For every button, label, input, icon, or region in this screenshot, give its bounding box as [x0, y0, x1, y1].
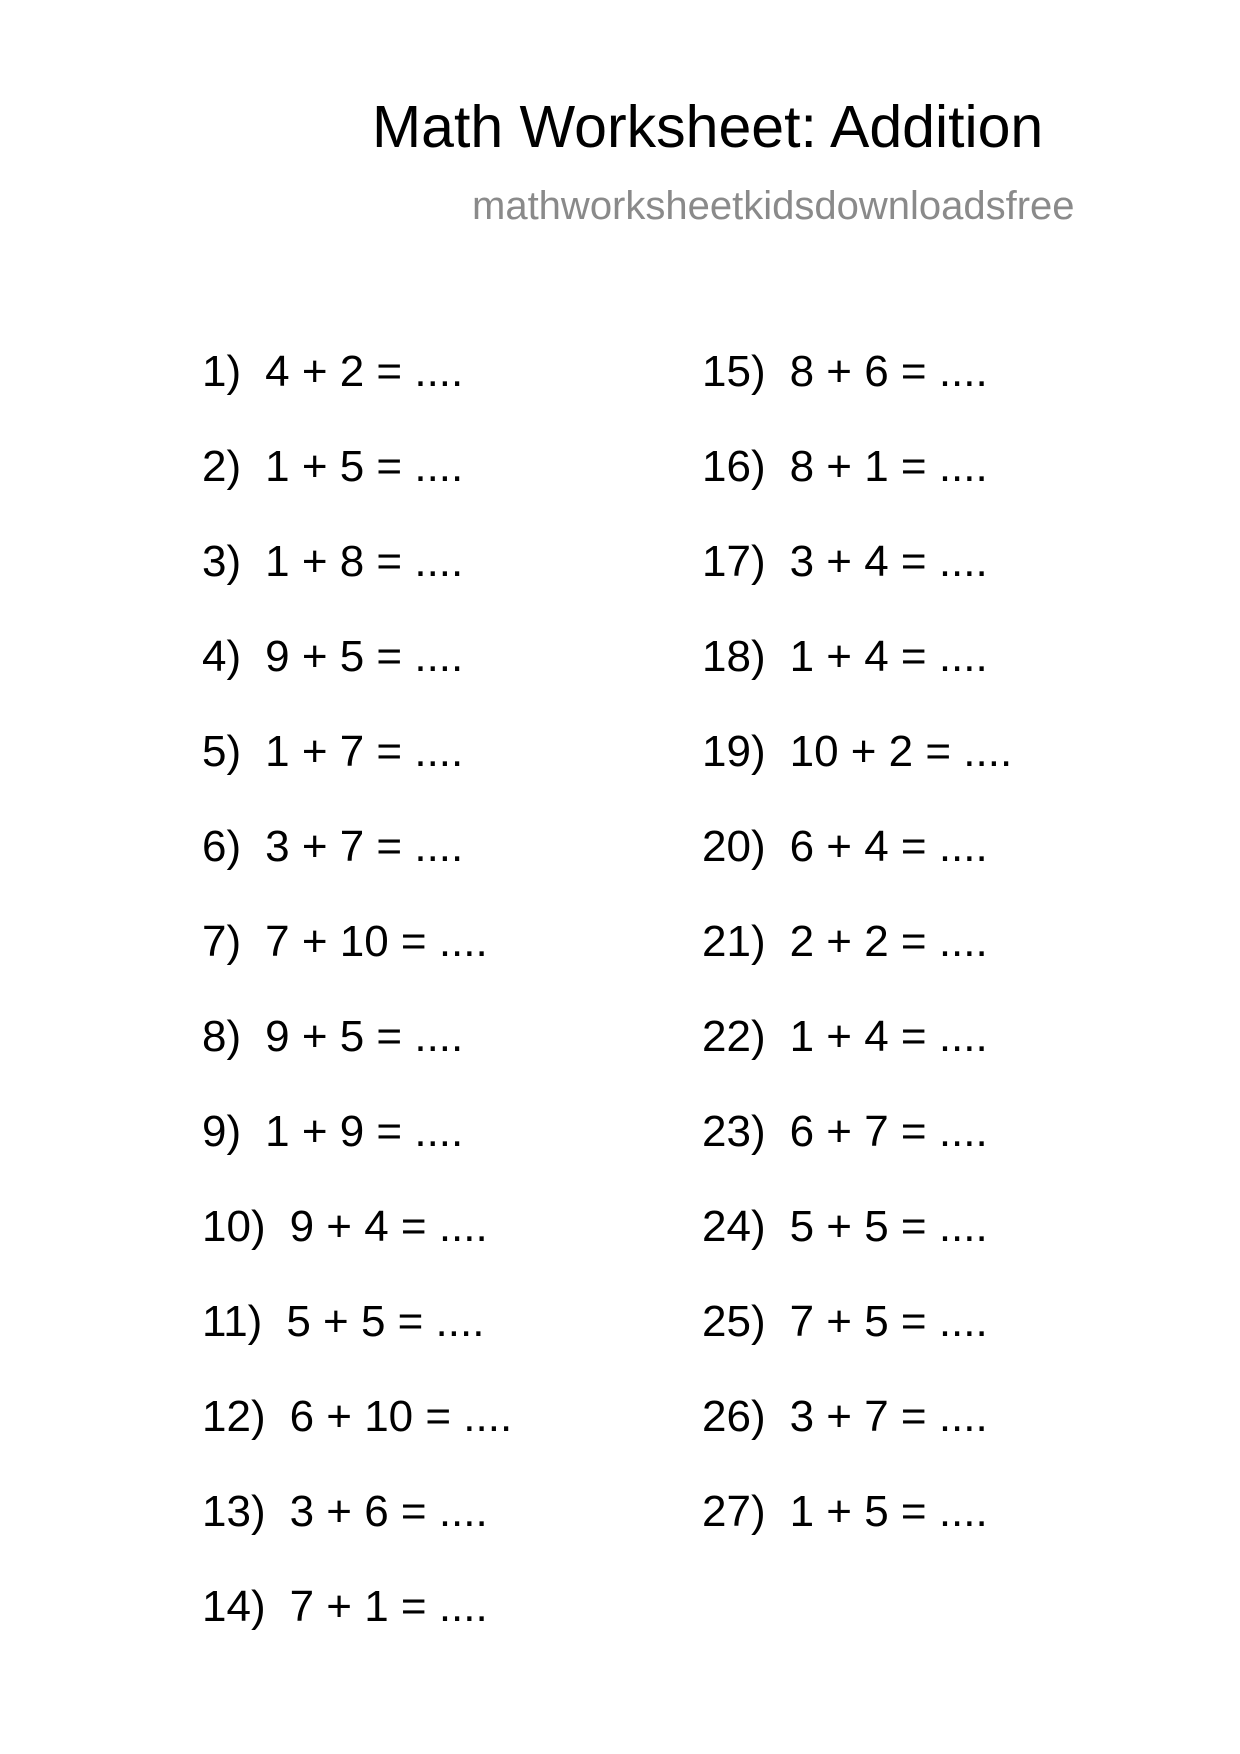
problem-number: 27) — [702, 1487, 766, 1536]
problem-number: 1) — [202, 347, 242, 396]
problem-number: 11) — [202, 1297, 263, 1346]
problem-expression: 5 + 5 = .... — [286, 1297, 485, 1346]
problem-20 — [702, 822, 1012, 920]
problem-number: 10) — [202, 1202, 266, 1251]
problem-16 — [702, 442, 1012, 540]
problem-number: 23) — [702, 1107, 766, 1156]
worksheet-source: mathworksheetkidsdownloadsfree — [472, 184, 1075, 228]
problem-expression: 9 + 4 = .... — [289, 1202, 488, 1251]
problem-expression: 1 + 7 = .... — [265, 727, 464, 776]
problem-24 — [702, 1202, 1012, 1300]
problem-expression: 9 + 5 = .... — [265, 632, 464, 681]
problem-15 — [702, 347, 1012, 445]
problem-4 — [202, 632, 512, 730]
problem-number: 19) — [702, 727, 766, 776]
problem-13 — [202, 1487, 512, 1585]
problem-22 — [702, 1012, 1012, 1110]
problem-expression: 3 + 7 = .... — [789, 1392, 988, 1441]
problem-9 — [202, 1107, 512, 1205]
problem-number: 4) — [202, 632, 242, 681]
problem-expression: 6 + 10 = .... — [289, 1392, 513, 1441]
problem-18 — [702, 632, 1012, 730]
problem-1 — [202, 347, 512, 445]
problem-8 — [202, 1012, 512, 1110]
problem-27 — [702, 1487, 1012, 1585]
problem-11 — [202, 1297, 512, 1395]
problem-expression: 3 + 6 = .... — [289, 1487, 488, 1536]
problem-expression: 5 + 5 = .... — [789, 1202, 988, 1251]
problem-number: 18) — [702, 632, 766, 681]
problem-number: 15) — [702, 347, 766, 396]
problem-column-right — [702, 347, 1013, 1585]
problem-number: 2) — [202, 442, 242, 491]
problem-number: 8) — [202, 1012, 242, 1061]
worksheet-title: Math Worksheet: Addition — [372, 94, 1044, 160]
problem-number: 26) — [702, 1392, 766, 1441]
problem-number: 20) — [702, 822, 766, 871]
problem-25 — [702, 1297, 1012, 1395]
problem-number: 24) — [702, 1202, 766, 1251]
problem-expression: 7 + 1 = .... — [289, 1582, 488, 1631]
problem-17 — [702, 537, 1012, 635]
problem-number: 17) — [702, 537, 766, 586]
problem-expression: 1 + 5 = .... — [789, 1487, 988, 1536]
problem-7 — [202, 917, 512, 1015]
problem-expression: 9 + 5 = .... — [265, 1012, 464, 1061]
problem-expression: 1 + 8 = .... — [265, 537, 464, 586]
problem-12 — [202, 1392, 513, 1490]
problem-number: 14) — [202, 1582, 266, 1631]
problem-expression: 10 + 2 = .... — [789, 727, 1013, 776]
problem-expression: 7 + 5 = .... — [789, 1297, 988, 1346]
problem-2 — [202, 442, 512, 540]
problem-23 — [702, 1107, 1012, 1205]
problem-number: 9) — [202, 1107, 242, 1156]
problem-6 — [202, 822, 512, 920]
problem-14 — [202, 1582, 512, 1680]
problem-10 — [202, 1202, 512, 1300]
problem-number: 13) — [202, 1487, 266, 1536]
problem-expression: 8 + 6 = .... — [789, 347, 988, 396]
problem-21 — [702, 917, 1012, 1015]
problem-5 — [202, 727, 512, 825]
problem-expression: 6 + 7 = .... — [789, 1107, 988, 1156]
problem-number: 12) — [202, 1392, 266, 1441]
problem-number: 5) — [202, 727, 242, 776]
problem-expression: 1 + 5 = .... — [265, 442, 464, 491]
problem-number: 16) — [702, 442, 766, 491]
problem-number: 3) — [202, 537, 242, 586]
problem-column-left — [202, 347, 513, 1680]
problem-expression: 3 + 4 = .... — [789, 537, 988, 586]
problem-19 — [702, 727, 1013, 825]
problem-expression: 7 + 10 = .... — [265, 917, 488, 966]
problem-expression: 4 + 2 = .... — [265, 347, 464, 396]
problem-expression: 3 + 7 = .... — [265, 822, 464, 871]
problem-expression: 1 + 9 = .... — [265, 1107, 464, 1156]
problem-number: 6) — [202, 822, 242, 871]
problem-expression: 1 + 4 = .... — [789, 1012, 988, 1061]
problem-expression: 6 + 4 = .... — [789, 822, 988, 871]
problem-expression: 8 + 1 = .... — [789, 442, 988, 491]
problem-expression: 1 + 4 = .... — [789, 632, 988, 681]
problem-3 — [202, 537, 512, 635]
problem-number: 7) — [202, 917, 242, 966]
problem-26 — [702, 1392, 1012, 1490]
problem-number: 25) — [702, 1297, 766, 1346]
problem-number: 22) — [702, 1012, 766, 1061]
problem-number: 21) — [702, 917, 766, 966]
problem-expression: 2 + 2 = .... — [789, 917, 988, 966]
